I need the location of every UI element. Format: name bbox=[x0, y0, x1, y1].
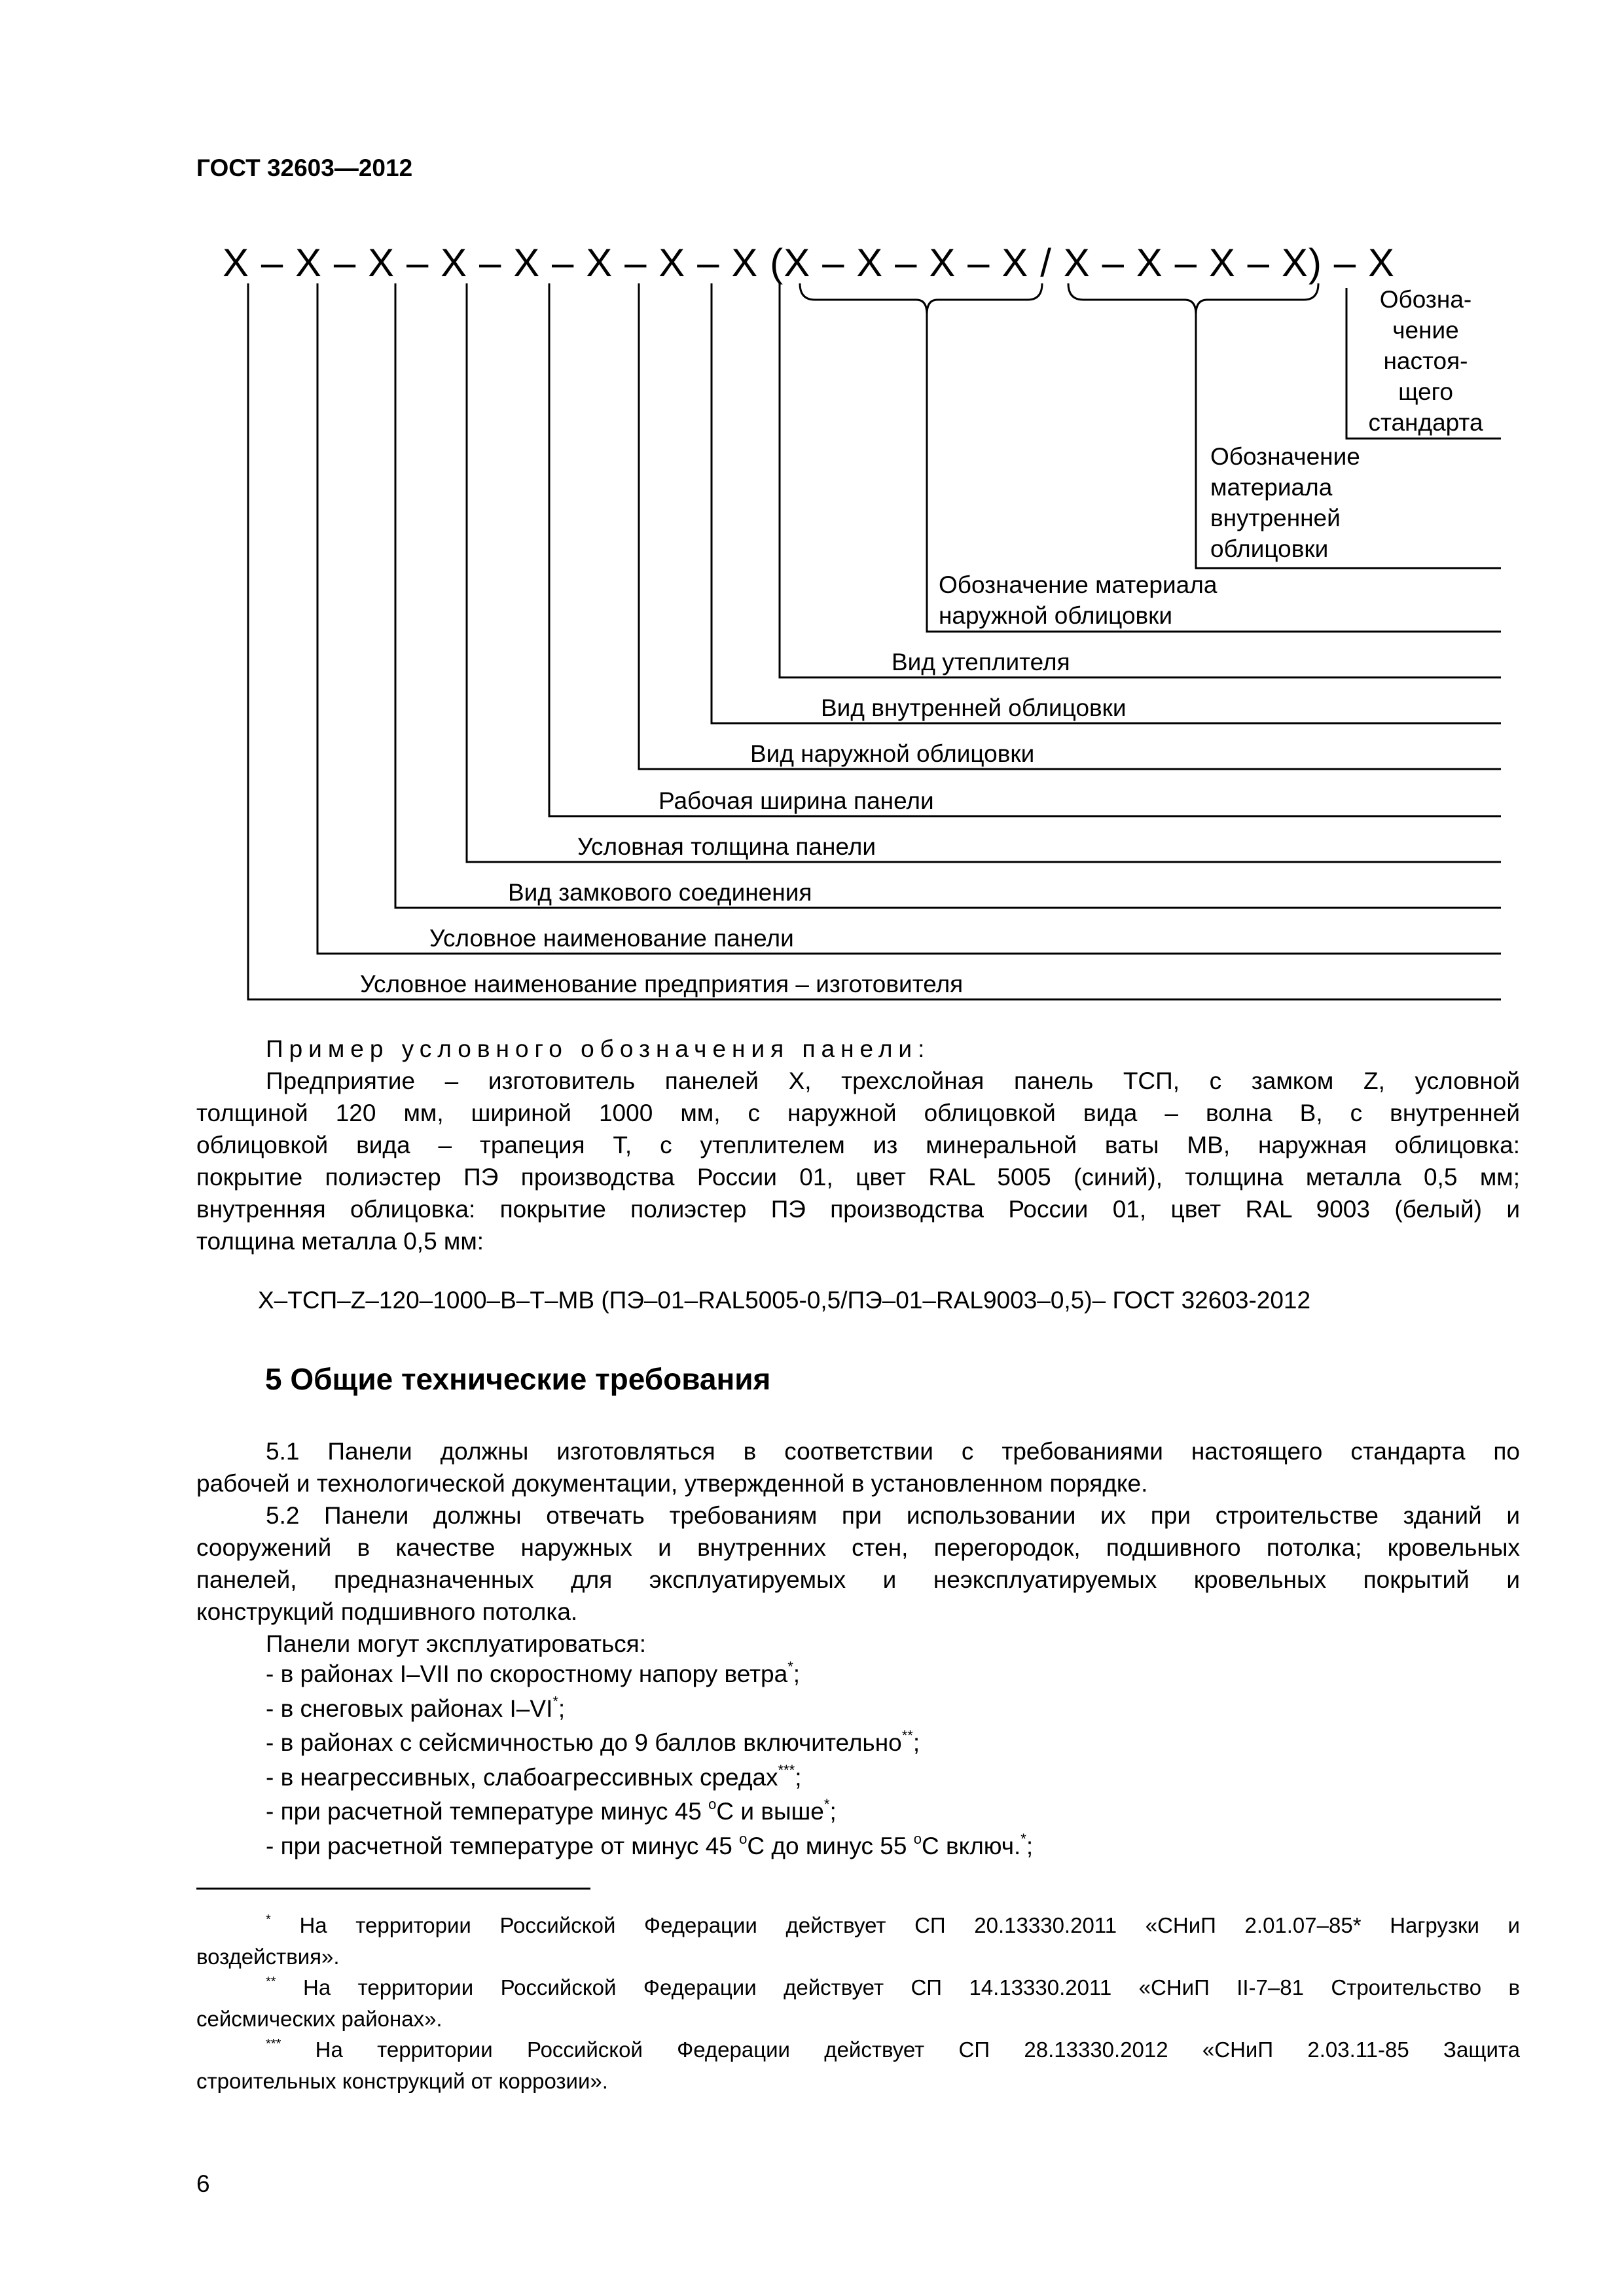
designation-text: X–ТСП–Z–120–1000–В–Т–МВ (ПЭ–01–RAL5005-0,5/ПЭ–01–RAL9003–0,5)– ГОСТ 32603-2012 bbox=[258, 1287, 1311, 1314]
example-block bbox=[196, 1033, 1520, 1257]
footnote bbox=[196, 1910, 1520, 1941]
label-panel-name: Условное наименование панели bbox=[429, 925, 794, 952]
list-text: - в районах I–VII по скоростному напору ветра bbox=[266, 1660, 788, 1687]
list-text: ; bbox=[558, 1695, 566, 1722]
footnote-mark: *** bbox=[266, 2037, 281, 2051]
text-line: сооружений в качестве наружных и внутренних стен, перегородок, подшивного потолка; кровельных bbox=[196, 1534, 1520, 1561]
list-text: - в районах с сейсмичностью до 9 баллов включительно bbox=[266, 1729, 902, 1757]
label-line: внутренней bbox=[1210, 505, 1341, 531]
label-line: настоя- bbox=[1383, 348, 1468, 374]
label-line: облицовки bbox=[1210, 535, 1329, 562]
list-text: С до минус 55 bbox=[747, 1832, 914, 1859]
brace-outer bbox=[800, 283, 1042, 314]
footnote bbox=[196, 1972, 1520, 2003]
list-text: - при расчетной температуре минус 45 bbox=[266, 1798, 709, 1825]
page-number: 6 bbox=[196, 2170, 210, 2197]
example-designation bbox=[258, 1284, 1502, 1316]
footnote-ref: * bbox=[787, 1659, 793, 1675]
footnotes bbox=[196, 1910, 1520, 2096]
footnote-mark: ** bbox=[266, 1975, 276, 1989]
text-line: покрытие полиэстер ПЭ производства России 01, цвет RAL 5005 (синий), толщина металла 0,5 мм; bbox=[196, 1164, 1520, 1191]
example-title: Пример условного обозначения панели: bbox=[266, 1035, 931, 1062]
footnote bbox=[196, 2034, 1520, 2066]
section-heading: 5 Общие технические требования bbox=[265, 1362, 771, 1396]
text-line: 5.2 Панели должны отвечать требованиям при использовании их при строительстве зданий и bbox=[266, 1502, 1520, 1529]
label-manufacturer: Условное наименование предприятия – изготовителя bbox=[360, 971, 964, 997]
text-line: панелей, предназначенных для эксплуатируемых и неэксплуатируемых кровельных покрытий и bbox=[196, 1566, 1520, 1593]
label-inner-facing: Вид внутренней облицовки bbox=[821, 694, 1127, 721]
conditions-list bbox=[196, 1657, 1520, 1864]
degree-sign: o bbox=[739, 1830, 748, 1847]
list-text: - в неагрессивных, слабоагрессивных средах bbox=[266, 1763, 778, 1791]
list-item bbox=[196, 1829, 1520, 1864]
footnote-text: На территории Российской Федерации действует СП 20.13330.2011 «СНиП 2.01.07–85* Нагрузки и bbox=[299, 1913, 1520, 1937]
list-text: ; bbox=[1026, 1832, 1034, 1859]
list-item bbox=[196, 1657, 1520, 1692]
footnote-text: сейсмических районах». bbox=[196, 2006, 442, 2031]
list-item bbox=[196, 1692, 1520, 1727]
label-line: Обозначение bbox=[1210, 443, 1360, 470]
text-line: внутренняя облицовка: покрытие полиэстер ПЭ производства России 01, цвет RAL 9003 (белый) и bbox=[196, 1196, 1520, 1223]
list-text: ; bbox=[829, 1798, 837, 1825]
degree-sign: o bbox=[708, 1796, 717, 1813]
list-text: С и выше bbox=[716, 1798, 824, 1825]
label-line: стандарта bbox=[1368, 409, 1483, 436]
footnote-ref: ** bbox=[901, 1727, 913, 1744]
label-line: щего bbox=[1398, 378, 1453, 405]
label-inner-material bbox=[1210, 441, 1360, 564]
designation-formula: X – X – X – X – X – X – X – X (X – X – X – X / X – X – X – X) – X bbox=[223, 241, 1394, 285]
list-item bbox=[196, 1761, 1520, 1795]
list-text: - в снеговых районах I–VI bbox=[266, 1695, 553, 1722]
footnote-mark: * bbox=[266, 1912, 271, 1927]
label-outer-material bbox=[939, 569, 1217, 631]
label-line: материала bbox=[1210, 474, 1333, 501]
paragraph-5-1 bbox=[196, 1435, 1520, 1660]
scheme-lines bbox=[248, 283, 1501, 999]
text-line: облицовкой вида – трапеция Т, с утеплителем из минеральной ваты МВ, наружная облицовка: bbox=[196, 1132, 1520, 1158]
footnote-divider bbox=[196, 1888, 590, 1890]
label-lock-type: Вид замкового соединения bbox=[508, 879, 812, 906]
list-text: ; bbox=[795, 1763, 802, 1791]
text-line: толщиной 120 мм, шириной 1000 мм, с наружной облицовкой вида – волна В, с внутренней bbox=[196, 1100, 1520, 1126]
list-text: ; bbox=[793, 1660, 801, 1687]
footnote-text: строительных конструкций от коррозии». bbox=[196, 2068, 608, 2093]
footnote-text: На территории Российской Федерации действует СП 28.13330.2012 «СНиП 2.03.11-85 Защита bbox=[315, 2037, 1520, 2062]
list-intro: Панели могут эксплуатироваться: bbox=[266, 1630, 646, 1657]
leader-line bbox=[248, 283, 1501, 999]
text-line: конструкций подшивного потолка. bbox=[196, 1598, 578, 1625]
leader-line bbox=[317, 283, 1501, 954]
text-line: толщина металла 0,5 мм: bbox=[196, 1228, 484, 1255]
list-text: - при расчетной температуре от минус 45 bbox=[266, 1832, 740, 1859]
designation-scheme-diagram bbox=[0, 0, 1624, 1047]
degree-sign: o bbox=[913, 1830, 922, 1847]
footnote-text: На территории Российской Федерации действует СП 14.13330.2011 «СНиП II-7–81 Строительство в bbox=[303, 1975, 1520, 2000]
label-line: Обозна- bbox=[1379, 286, 1472, 313]
footnote-ref: * bbox=[823, 1796, 830, 1813]
document-header: ГОСТ 32603—2012 bbox=[196, 154, 413, 181]
text-line: 5.1 Панели должны изготовляться в соответствии с требованиями настоящего стандарта по bbox=[266, 1438, 1520, 1465]
label-width: Рабочая ширина панели bbox=[659, 787, 934, 814]
text-line: рабочей и технологической документации, утвержденной в установленном порядке. bbox=[196, 1470, 1148, 1497]
label-thickness: Условная толщина панели bbox=[577, 833, 876, 860]
footnote-text: воздействия». bbox=[196, 1944, 340, 1969]
label-insulation: Вид утеплителя bbox=[892, 649, 1070, 675]
list-item bbox=[196, 1726, 1520, 1761]
label-standard bbox=[1350, 284, 1501, 438]
list-item bbox=[196, 1795, 1520, 1829]
label-outer-facing: Вид наружной облицовки bbox=[750, 740, 1035, 767]
text-line: Предприятие – изготовитель панелей X, трехслойная панель ТСП, с замком Z, условной bbox=[266, 1067, 1520, 1094]
footnote-ref: * bbox=[552, 1693, 558, 1710]
list-text: ; bbox=[912, 1729, 920, 1757]
label-line: наружной облицовки bbox=[939, 602, 1173, 629]
label-line: Обозначение материала bbox=[939, 571, 1218, 598]
brace-inner bbox=[1068, 283, 1318, 314]
footnote-ref: * bbox=[1020, 1830, 1026, 1847]
list-text: С включ. bbox=[921, 1832, 1021, 1859]
footnote-ref: *** bbox=[778, 1761, 795, 1778]
label-line: чение bbox=[1392, 317, 1459, 344]
